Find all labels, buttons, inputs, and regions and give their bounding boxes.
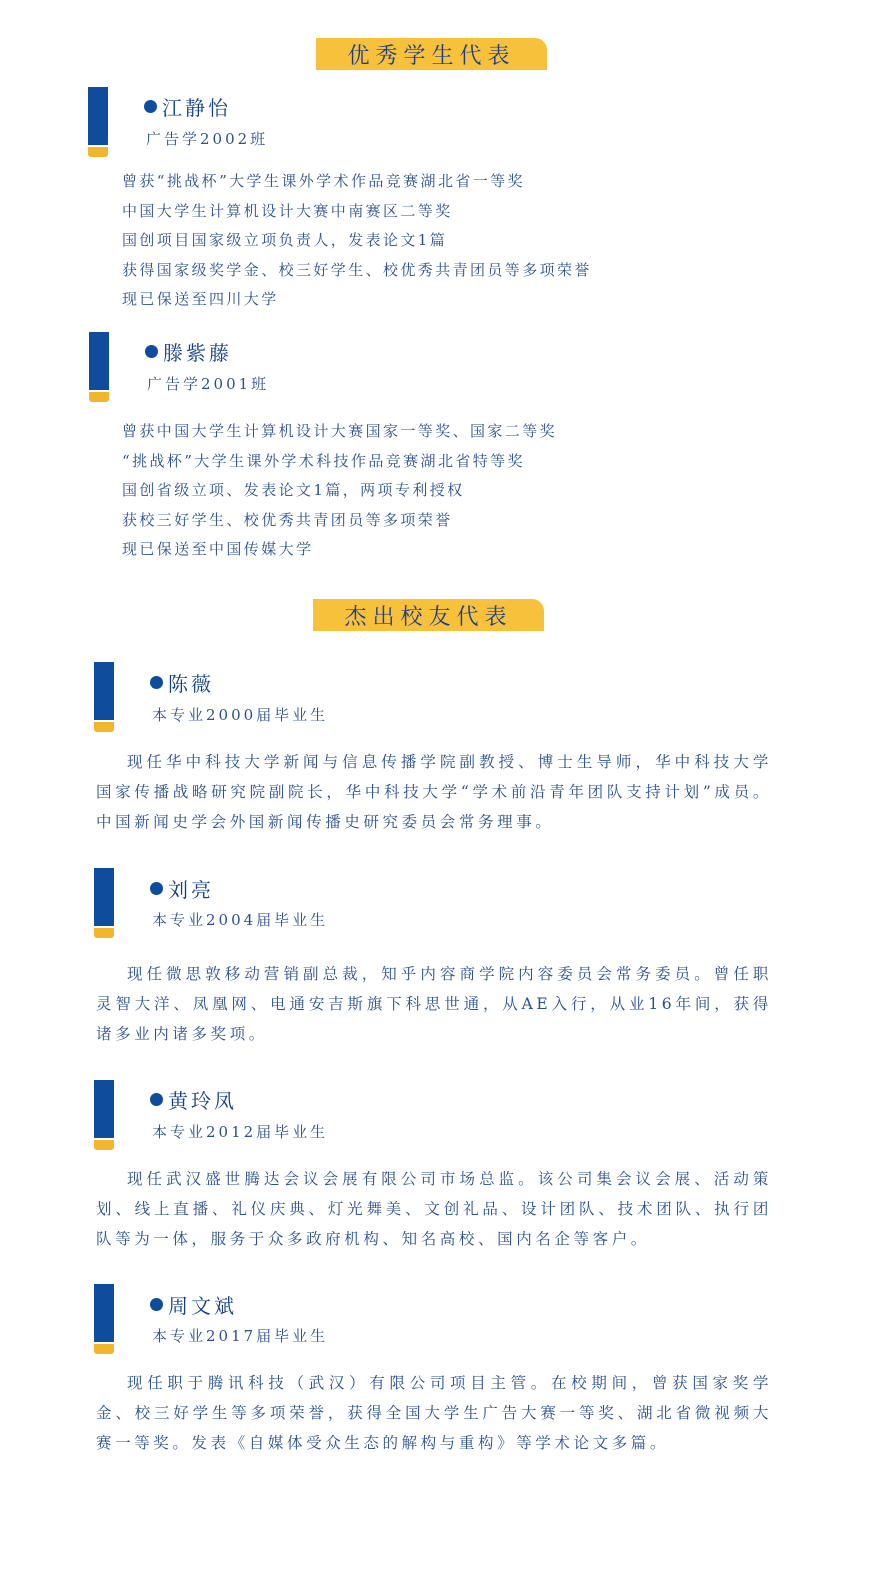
person-name xyxy=(150,874,214,903)
accent-bar xyxy=(94,868,114,938)
person-name-text: 刘亮 xyxy=(168,878,214,902)
achievement-list xyxy=(122,417,557,565)
person-bio: 现任华中科技大学新闻与信息传播学院副教授、博士生导师，华中科技大学国家传播战略研究院副院长，华中科技大学“学术前沿青年团队支持计划”成员。中国新闻史学会外国新闻传播史研究委员会常务理事。 xyxy=(96,753,772,831)
bullet-dot-icon xyxy=(150,1298,163,1311)
person-class: 本专业2017届毕业生 xyxy=(152,1327,329,1345)
person-name-text: 黄玲凤 xyxy=(168,1089,237,1113)
list-item: 获得国家级奖学金、校三好学生、校优秀共青团员等多项荣誉 xyxy=(122,260,592,279)
person-name-text: 陈薇 xyxy=(168,672,214,696)
person-class: 广告学2002班 xyxy=(146,130,269,148)
person-name xyxy=(145,337,232,366)
section-banner-alumni: 杰出校友代表 xyxy=(313,599,544,631)
person-name-text: 滕紫藤 xyxy=(163,341,232,365)
person-name xyxy=(150,668,214,697)
accent-bar xyxy=(94,1080,114,1150)
person-class: 本专业2012届毕业生 xyxy=(152,1123,329,1141)
list-item: 曾获中国大学生计算机设计大赛国家一等奖、国家二等奖 xyxy=(122,422,558,440)
person-class: 本专业2004届毕业生 xyxy=(152,911,329,929)
accent-bar xyxy=(94,662,114,732)
person-name-text: 江静怡 xyxy=(162,96,231,120)
list-item: 中国大学生计算机设计大赛中南赛区二等奖 xyxy=(122,201,453,220)
bullet-dot-icon xyxy=(150,882,163,895)
section-banner-students: 优秀学生代表 xyxy=(316,38,547,70)
bullet-dot-icon xyxy=(150,676,163,689)
person-class: 本专业2000届毕业生 xyxy=(152,706,329,724)
list-item: 国创省级立项、发表论文1篇，两项专利授权 xyxy=(122,481,465,500)
bullet-dot-icon xyxy=(150,1093,163,1106)
accent-bar xyxy=(88,87,108,157)
person-name xyxy=(144,92,231,121)
accent-bar xyxy=(94,1284,114,1354)
list-item: 现已保送至四川大学 xyxy=(122,290,279,309)
list-item: 获校三好学生、校优秀共青团员等多项荣誉 xyxy=(122,510,453,529)
list-item: “挑战杯”大学生课外学术科技作品竞赛湖北省特等奖 xyxy=(122,451,525,470)
bullet-dot-icon xyxy=(144,100,157,113)
person-name xyxy=(150,1290,237,1319)
person-class: 广告学2001班 xyxy=(147,375,270,393)
person-name xyxy=(150,1085,237,1114)
achievement-list xyxy=(122,167,592,315)
list-item: 曾获“挑战杯”大学生课外学术作品竞赛湖北省一等奖 xyxy=(122,172,525,190)
list-item: 国创项目国家级立项负责人，发表论文1篇 xyxy=(122,231,448,250)
list-item: 现已保送至中国传媒大学 xyxy=(122,540,314,559)
person-name-text: 周文斌 xyxy=(168,1294,237,1318)
accent-bar xyxy=(89,332,109,402)
person-bio: 现任微思敦移动营销副总裁，知乎内容商学院内容委员会常务委员。曾任职灵智大洋、凤凰网、电通安吉斯旗下科思世通，从AE入行，从业16年间，获得诸多业内诸多奖项。 xyxy=(96,965,772,1043)
person-bio: 现任职于腾讯科技（武汉）有限公司项目主管。在校期间，曾获国家奖学金、校三好学生等多项荣誉，获得全国大学生广告大赛一等奖、湖北省微视频大赛一等奖。发表《自媒体受众生态的解构与重构》等学术论文多篇。 xyxy=(96,1374,772,1452)
bullet-dot-icon xyxy=(145,345,158,358)
person-bio: 现任武汉盛世腾达会议会展有限公司市场总监。该公司集会议会展、活动策划、线上直播、礼仪庆典、灯光舞美、文创礼品、设计团队、技术团队、执行团队等为一体，服务于众多政府机构、知名高校、国内名企等客户。 xyxy=(96,1170,772,1248)
